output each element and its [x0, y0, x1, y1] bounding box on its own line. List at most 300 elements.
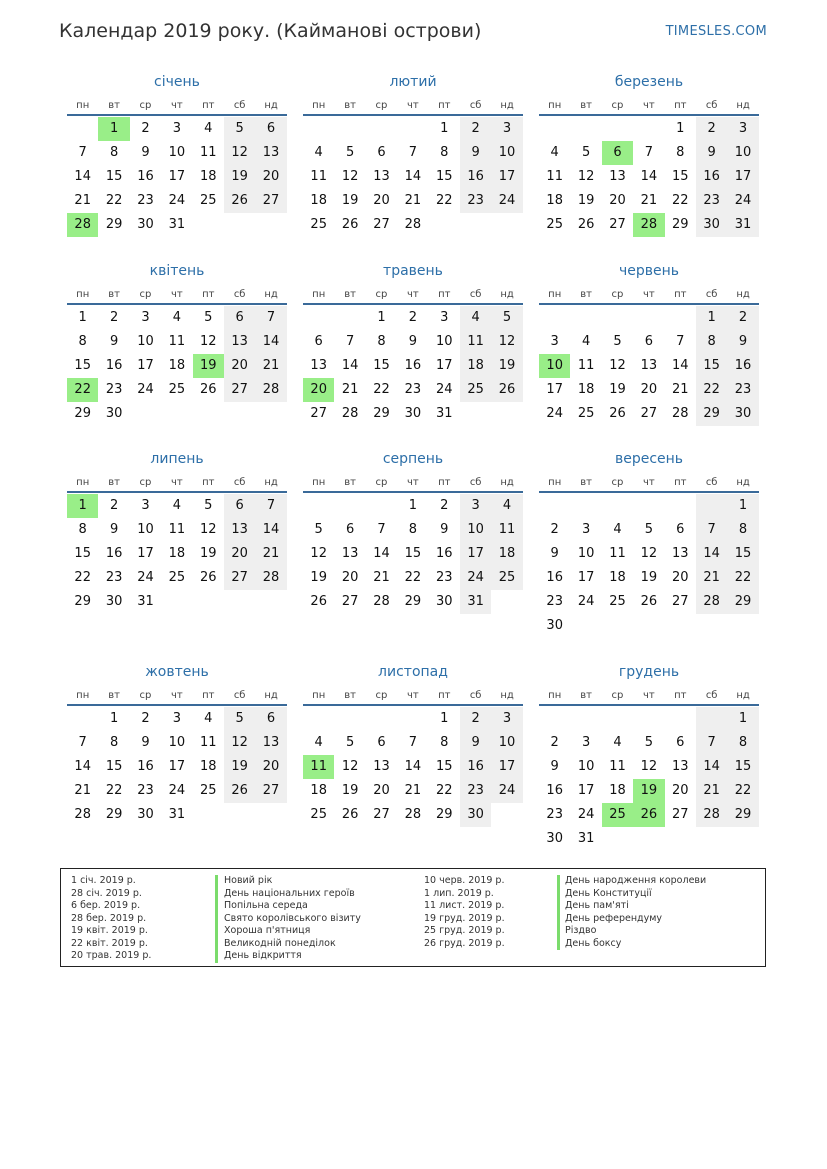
day-cell[interactable]: 31: [168, 217, 186, 232]
day-cell[interactable]: 5: [224, 117, 255, 141]
day-cell[interactable]: 16: [105, 546, 123, 561]
day-cell[interactable]: 2: [460, 117, 491, 141]
day-cell[interactable]: 19: [193, 354, 224, 378]
day-cell[interactable]: 21: [255, 542, 286, 566]
day-cell[interactable]: 8: [440, 145, 449, 160]
day-cell[interactable]: 6: [224, 494, 255, 518]
day-cell[interactable]: 1: [98, 117, 129, 141]
day-cell[interactable]: 23: [137, 193, 154, 208]
day-cell[interactable]: 10: [577, 759, 595, 774]
day-cell[interactable]: 21: [404, 193, 422, 208]
day-cell[interactable]: 8: [440, 735, 449, 750]
day-cell[interactable]: 9: [109, 334, 119, 349]
day-cell[interactable]: 3: [550, 334, 559, 349]
day-cell[interactable]: 20: [640, 382, 658, 397]
day-cell[interactable]: 15: [727, 542, 758, 566]
day-cell[interactable]: 28: [633, 213, 664, 237]
day-cell[interactable]: 16: [696, 165, 727, 189]
day-cell[interactable]: 16: [105, 358, 123, 373]
day-cell[interactable]: 19: [341, 783, 359, 798]
day-cell[interactable]: 21: [74, 783, 91, 798]
day-cell[interactable]: 18: [577, 382, 595, 397]
day-cell[interactable]: 27: [609, 217, 626, 232]
day-cell[interactable]: 16: [727, 354, 758, 378]
day-cell[interactable]: 29: [373, 406, 390, 421]
day-cell[interactable]: 24: [577, 807, 595, 822]
day-cell[interactable]: 6: [377, 735, 386, 750]
day-cell[interactable]: 5: [314, 522, 323, 537]
day-cell[interactable]: 11: [199, 145, 217, 160]
day-cell[interactable]: 30: [460, 803, 491, 827]
day-cell[interactable]: 5: [644, 735, 653, 750]
day-cell[interactable]: 29: [105, 807, 123, 822]
day-cell[interactable]: 7: [255, 494, 286, 518]
day-cell[interactable]: 10: [168, 735, 186, 750]
day-cell[interactable]: 28: [74, 807, 91, 822]
day-cell[interactable]: 2: [550, 735, 559, 750]
day-cell[interactable]: 15: [74, 358, 91, 373]
day-cell[interactable]: 8: [727, 518, 758, 542]
day-cell[interactable]: 11: [609, 759, 626, 774]
day-cell[interactable]: 10: [727, 141, 758, 165]
day-cell[interactable]: 10: [491, 141, 522, 165]
day-cell[interactable]: 4: [613, 735, 622, 750]
day-cell[interactable]: 22: [373, 382, 390, 397]
day-cell[interactable]: 10: [577, 546, 595, 561]
day-cell[interactable]: 12: [640, 546, 658, 561]
day-cell[interactable]: 13: [310, 358, 327, 373]
day-cell[interactable]: 9: [408, 334, 417, 349]
day-cell[interactable]: 26: [199, 382, 217, 397]
day-cell[interactable]: 23: [105, 382, 123, 397]
day-cell[interactable]: 23: [727, 378, 758, 402]
day-cell[interactable]: 12: [341, 759, 359, 774]
day-cell[interactable]: 6: [602, 141, 633, 165]
day-cell[interactable]: 27: [341, 594, 359, 609]
day-cell[interactable]: 19: [633, 779, 664, 803]
day-cell[interactable]: 12: [224, 141, 255, 165]
day-cell[interactable]: 14: [671, 358, 689, 373]
day-cell[interactable]: 17: [491, 755, 522, 779]
day-cell[interactable]: 1: [696, 306, 727, 330]
day-cell[interactable]: 26: [224, 189, 255, 213]
day-cell[interactable]: 1: [67, 494, 98, 518]
day-cell[interactable]: 4: [204, 121, 213, 136]
day-cell[interactable]: 7: [345, 334, 355, 349]
day-cell[interactable]: 1: [440, 711, 449, 726]
day-cell[interactable]: 18: [491, 542, 522, 566]
day-cell[interactable]: 11: [577, 358, 595, 373]
day-cell[interactable]: 9: [440, 522, 449, 537]
day-cell[interactable]: 15: [105, 759, 123, 774]
day-cell[interactable]: 11: [168, 522, 186, 537]
day-cell[interactable]: 13: [671, 759, 689, 774]
day-cell[interactable]: 4: [460, 306, 491, 330]
day-cell[interactable]: 8: [676, 145, 685, 160]
day-cell[interactable]: 22: [67, 378, 98, 402]
day-cell[interactable]: 11: [460, 330, 491, 354]
day-cell[interactable]: 5: [581, 145, 591, 160]
day-cell[interactable]: 13: [255, 141, 286, 165]
day-cell[interactable]: 19: [640, 570, 658, 585]
day-cell[interactable]: 1: [78, 310, 87, 325]
day-cell[interactable]: 12: [609, 358, 626, 373]
day-cell[interactable]: 17: [435, 358, 453, 373]
day-cell[interactable]: 21: [341, 382, 359, 397]
day-cell[interactable]: 17: [727, 165, 758, 189]
day-cell[interactable]: 25: [168, 382, 186, 397]
day-cell[interactable]: 9: [696, 141, 727, 165]
day-cell[interactable]: 15: [74, 546, 91, 561]
day-cell[interactable]: 31: [727, 213, 758, 237]
day-cell[interactable]: 22: [74, 570, 91, 585]
day-cell[interactable]: 11: [491, 518, 522, 542]
day-cell[interactable]: 3: [141, 310, 150, 325]
day-cell[interactable]: 5: [345, 735, 355, 750]
day-cell[interactable]: 25: [199, 193, 217, 208]
day-cell[interactable]: 22: [727, 779, 758, 803]
day-cell[interactable]: 23: [105, 570, 123, 585]
day-cell[interactable]: 16: [460, 755, 491, 779]
day-cell[interactable]: 20: [373, 193, 390, 208]
day-cell[interactable]: 19: [577, 193, 595, 208]
day-cell[interactable]: 4: [550, 145, 559, 160]
day-cell[interactable]: 19: [609, 382, 626, 397]
day-cell[interactable]: 17: [168, 759, 186, 774]
day-cell[interactable]: 21: [696, 566, 727, 590]
day-cell[interactable]: 7: [644, 145, 653, 160]
day-cell[interactable]: 30: [546, 618, 563, 633]
day-cell[interactable]: 30: [105, 406, 123, 421]
day-cell[interactable]: 13: [255, 731, 286, 755]
day-cell[interactable]: 26: [577, 217, 595, 232]
day-cell[interactable]: 22: [105, 783, 123, 798]
day-cell[interactable]: 26: [341, 807, 359, 822]
day-cell[interactable]: 15: [373, 358, 390, 373]
day-cell[interactable]: 26: [609, 406, 626, 421]
day-cell[interactable]: 27: [671, 807, 689, 822]
day-cell[interactable]: 13: [373, 169, 390, 184]
day-cell[interactable]: 10: [539, 354, 570, 378]
day-cell[interactable]: 1: [727, 494, 758, 518]
day-cell[interactable]: 8: [78, 334, 87, 349]
day-cell[interactable]: 31: [137, 594, 154, 609]
day-cell[interactable]: 18: [609, 570, 626, 585]
day-cell[interactable]: 14: [404, 169, 422, 184]
day-cell[interactable]: 4: [613, 522, 622, 537]
day-cell[interactable]: 19: [491, 354, 522, 378]
day-cell[interactable]: 14: [373, 546, 390, 561]
day-cell[interactable]: 18: [609, 783, 626, 798]
day-cell[interactable]: 16: [546, 570, 563, 585]
day-cell[interactable]: 24: [491, 779, 522, 803]
day-cell[interactable]: 11: [303, 755, 334, 779]
day-cell[interactable]: 9: [550, 546, 559, 561]
day-cell[interactable]: 18: [546, 193, 563, 208]
day-cell[interactable]: 8: [109, 735, 119, 750]
day-cell[interactable]: 25: [310, 217, 327, 232]
day-cell[interactable]: 18: [168, 546, 186, 561]
day-cell[interactable]: 10: [137, 334, 154, 349]
day-cell[interactable]: 9: [141, 145, 150, 160]
day-cell[interactable]: 9: [460, 141, 491, 165]
day-cell[interactable]: 28: [404, 807, 422, 822]
day-cell[interactable]: 6: [314, 334, 323, 349]
day-cell[interactable]: 31: [435, 406, 453, 421]
day-cell[interactable]: 12: [577, 169, 595, 184]
day-cell[interactable]: 10: [435, 334, 453, 349]
day-cell[interactable]: 19: [341, 193, 359, 208]
day-cell[interactable]: 20: [255, 165, 286, 189]
day-cell[interactable]: 1: [408, 498, 417, 513]
day-cell[interactable]: 2: [696, 117, 727, 141]
day-cell[interactable]: 4: [204, 711, 213, 726]
day-cell[interactable]: 28: [255, 378, 286, 402]
day-cell[interactable]: 13: [671, 546, 689, 561]
day-cell[interactable]: 8: [696, 330, 727, 354]
day-cell[interactable]: 25: [199, 783, 217, 798]
day-cell[interactable]: 7: [408, 145, 417, 160]
day-cell[interactable]: 15: [404, 546, 422, 561]
day-cell[interactable]: 1: [377, 310, 386, 325]
day-cell[interactable]: 29: [727, 590, 758, 614]
day-cell[interactable]: 30: [105, 594, 123, 609]
day-cell[interactable]: 4: [172, 498, 181, 513]
day-cell[interactable]: 30: [404, 406, 422, 421]
day-cell[interactable]: 10: [168, 145, 186, 160]
day-cell[interactable]: 5: [204, 498, 213, 513]
day-cell[interactable]: 29: [696, 402, 727, 426]
day-cell[interactable]: 11: [310, 169, 327, 184]
day-cell[interactable]: 11: [546, 169, 563, 184]
day-cell[interactable]: 18: [199, 169, 217, 184]
day-cell[interactable]: 4: [172, 310, 181, 325]
day-cell[interactable]: 21: [404, 783, 422, 798]
day-cell[interactable]: 4: [314, 735, 323, 750]
day-cell[interactable]: 18: [310, 783, 327, 798]
day-cell[interactable]: 30: [137, 217, 154, 232]
day-cell[interactable]: 5: [204, 310, 213, 325]
day-cell[interactable]: 25: [577, 406, 595, 421]
day-cell[interactable]: 24: [727, 189, 758, 213]
day-cell[interactable]: 3: [141, 498, 150, 513]
day-cell[interactable]: 14: [640, 169, 658, 184]
day-cell[interactable]: 1: [109, 711, 119, 726]
day-cell[interactable]: 18: [199, 759, 217, 774]
day-cell[interactable]: 28: [671, 406, 689, 421]
day-cell[interactable]: 11: [609, 546, 626, 561]
day-cell[interactable]: 29: [74, 406, 91, 421]
day-cell[interactable]: 12: [199, 334, 217, 349]
day-cell[interactable]: 20: [303, 378, 334, 402]
day-cell[interactable]: 29: [727, 803, 758, 827]
day-cell[interactable]: 2: [141, 711, 150, 726]
day-cell[interactable]: 23: [137, 783, 154, 798]
day-cell[interactable]: 13: [609, 169, 626, 184]
day-cell[interactable]: 24: [491, 189, 522, 213]
day-cell[interactable]: 1: [727, 707, 758, 731]
day-cell[interactable]: 9: [460, 731, 491, 755]
day-cell[interactable]: 8: [78, 522, 87, 537]
day-cell[interactable]: 25: [310, 807, 327, 822]
day-cell[interactable]: 10: [137, 522, 154, 537]
day-cell[interactable]: 26: [224, 779, 255, 803]
day-cell[interactable]: 6: [644, 334, 653, 349]
brand-link[interactable]: TIMESLES.COM: [665, 24, 767, 39]
day-cell[interactable]: 13: [373, 759, 390, 774]
day-cell[interactable]: 14: [696, 542, 727, 566]
day-cell[interactable]: 8: [109, 145, 119, 160]
day-cell[interactable]: 26: [491, 378, 522, 402]
day-cell[interactable]: 17: [546, 382, 563, 397]
day-cell[interactable]: 28: [341, 406, 359, 421]
day-cell[interactable]: 8: [408, 522, 417, 537]
day-cell[interactable]: 3: [727, 117, 758, 141]
day-cell[interactable]: 6: [676, 522, 685, 537]
day-cell[interactable]: 25: [609, 594, 626, 609]
day-cell[interactable]: 16: [137, 759, 154, 774]
day-cell[interactable]: 27: [224, 378, 255, 402]
day-cell[interactable]: 29: [105, 217, 123, 232]
day-cell[interactable]: 3: [172, 711, 181, 726]
day-cell[interactable]: 23: [546, 807, 563, 822]
day-cell[interactable]: 27: [671, 594, 689, 609]
day-cell[interactable]: 30: [546, 831, 563, 846]
day-cell[interactable]: 5: [613, 334, 622, 349]
day-cell[interactable]: 29: [74, 594, 91, 609]
day-cell[interactable]: 21: [640, 193, 658, 208]
day-cell[interactable]: 15: [105, 169, 123, 184]
day-cell[interactable]: 3: [581, 522, 591, 537]
day-cell[interactable]: 1: [440, 121, 449, 136]
day-cell[interactable]: 26: [640, 594, 658, 609]
day-cell[interactable]: 16: [404, 358, 422, 373]
day-cell[interactable]: 27: [255, 779, 286, 803]
day-cell[interactable]: 10: [460, 518, 491, 542]
day-cell[interactable]: 1: [676, 121, 685, 136]
day-cell[interactable]: 6: [255, 117, 286, 141]
day-cell[interactable]: 13: [640, 358, 658, 373]
day-cell[interactable]: 28: [373, 594, 390, 609]
day-cell[interactable]: 5: [345, 145, 355, 160]
day-cell[interactable]: 28: [696, 803, 727, 827]
day-cell[interactable]: 17: [168, 169, 186, 184]
day-cell[interactable]: 21: [696, 779, 727, 803]
day-cell[interactable]: 23: [460, 189, 491, 213]
day-cell[interactable]: 19: [224, 165, 255, 189]
day-cell[interactable]: 27: [224, 566, 255, 590]
day-cell[interactable]: 28: [696, 590, 727, 614]
day-cell[interactable]: 14: [341, 358, 359, 373]
day-cell[interactable]: 20: [224, 542, 255, 566]
day-cell[interactable]: 12: [491, 330, 522, 354]
day-cell[interactable]: 7: [696, 518, 727, 542]
day-cell[interactable]: 19: [199, 546, 217, 561]
day-cell[interactable]: 29: [404, 594, 422, 609]
day-cell[interactable]: 6: [377, 145, 386, 160]
day-cell[interactable]: 24: [546, 406, 563, 421]
day-cell[interactable]: 2: [408, 310, 417, 325]
day-cell[interactable]: 20: [609, 193, 626, 208]
day-cell[interactable]: 10: [491, 731, 522, 755]
day-cell[interactable]: 17: [137, 546, 154, 561]
day-cell[interactable]: 13: [341, 546, 359, 561]
day-cell[interactable]: 9: [727, 330, 758, 354]
day-cell[interactable]: 31: [577, 831, 595, 846]
day-cell[interactable]: 2: [460, 707, 491, 731]
day-cell[interactable]: 16: [460, 165, 491, 189]
day-cell[interactable]: 28: [67, 213, 98, 237]
day-cell[interactable]: 8: [727, 731, 758, 755]
day-cell[interactable]: 7: [78, 145, 87, 160]
day-cell[interactable]: 26: [633, 803, 664, 827]
day-cell[interactable]: 20: [255, 755, 286, 779]
day-cell[interactable]: 3: [581, 735, 591, 750]
day-cell[interactable]: 3: [491, 707, 522, 731]
day-cell[interactable]: 3: [491, 117, 522, 141]
day-cell[interactable]: 20: [224, 354, 255, 378]
day-cell[interactable]: 18: [310, 193, 327, 208]
day-cell[interactable]: 25: [491, 566, 522, 590]
day-cell[interactable]: 6: [345, 522, 355, 537]
day-cell[interactable]: 24: [168, 193, 186, 208]
day-cell[interactable]: 11: [199, 735, 217, 750]
day-cell[interactable]: 14: [696, 755, 727, 779]
day-cell[interactable]: 4: [491, 494, 522, 518]
day-cell[interactable]: 14: [255, 330, 286, 354]
day-cell[interactable]: 2: [727, 306, 758, 330]
day-cell[interactable]: 3: [440, 310, 449, 325]
day-cell[interactable]: 24: [577, 594, 595, 609]
day-cell[interactable]: 23: [404, 382, 422, 397]
day-cell[interactable]: 12: [199, 522, 217, 537]
day-cell[interactable]: 9: [550, 759, 559, 774]
day-cell[interactable]: 17: [460, 542, 491, 566]
day-cell[interactable]: 23: [460, 779, 491, 803]
day-cell[interactable]: 19: [224, 755, 255, 779]
day-cell[interactable]: 29: [435, 807, 453, 822]
day-cell[interactable]: 12: [310, 546, 327, 561]
day-cell[interactable]: 3: [172, 121, 181, 136]
day-cell[interactable]: 7: [78, 735, 87, 750]
day-cell[interactable]: 3: [460, 494, 491, 518]
day-cell[interactable]: 11: [168, 334, 186, 349]
day-cell[interactable]: 6: [224, 306, 255, 330]
day-cell[interactable]: 23: [546, 594, 563, 609]
day-cell[interactable]: 28: [404, 217, 422, 232]
day-cell[interactable]: 12: [341, 169, 359, 184]
day-cell[interactable]: 4: [581, 334, 591, 349]
day-cell[interactable]: 16: [137, 169, 154, 184]
day-cell[interactable]: 22: [696, 378, 727, 402]
day-cell[interactable]: 16: [546, 783, 563, 798]
day-cell[interactable]: 20: [341, 570, 359, 585]
day-cell[interactable]: 13: [224, 330, 255, 354]
day-cell[interactable]: 2: [109, 498, 119, 513]
day-cell[interactable]: 7: [676, 334, 685, 349]
day-cell[interactable]: 15: [727, 755, 758, 779]
day-cell[interactable]: 30: [435, 594, 453, 609]
day-cell[interactable]: 31: [460, 590, 491, 614]
day-cell[interactable]: 22: [671, 193, 689, 208]
day-cell[interactable]: 17: [491, 165, 522, 189]
day-cell[interactable]: 20: [671, 570, 689, 585]
day-cell[interactable]: 23: [696, 189, 727, 213]
day-cell[interactable]: 2: [109, 310, 119, 325]
day-cell[interactable]: 29: [671, 217, 689, 232]
day-cell[interactable]: 7: [255, 306, 286, 330]
day-cell[interactable]: 30: [696, 213, 727, 237]
